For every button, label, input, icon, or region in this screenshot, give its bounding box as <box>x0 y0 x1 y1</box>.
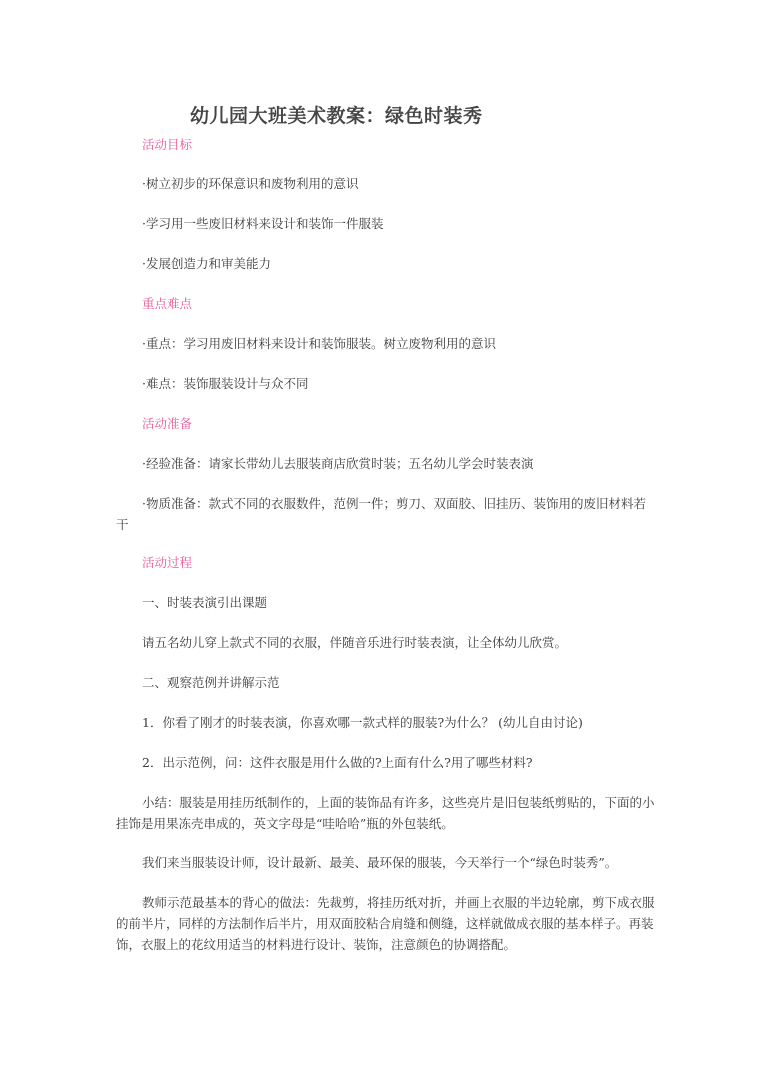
key-point-item: ·重点：学习用废旧材料来设计和装饰服装。树立废物利用的意识 <box>142 336 496 351</box>
process-paragraph: 一、时装表演引出课题 <box>142 595 268 610</box>
process-paragraph: 教师示范最基本的背心的做法：先裁剪，将挂历纸对折，并画上衣服的半边轮廓，剪下成衣服的前半片，同样的方法制作后半片，用双面胶粘合肩缝和侧缝，这样就做成衣服的基本样子。再装饰，衣服上的花纹用适当的材料进行设计、装饰，注意颜色的协调搭配。 <box>116 895 655 952</box>
key-point-item: ·难点：装饰服装设计与众不同 <box>142 376 309 391</box>
process-paragraph: 我们来当服装设计师，设计最新、最美、最环保的服装，今天举行一个“绿色时装秀”。 <box>142 855 618 870</box>
key-points-heading: 重点难点 <box>142 296 193 311</box>
process-paragraph: 1．你看了刚才的时装表演，你喜欢哪一款式样的服装?为什么？ (幼儿自由讨论) <box>142 715 583 730</box>
goal-item: ·发展创造力和审美能力 <box>142 256 271 271</box>
document-title: 幼儿园大班美术教案：绿色时装秀 <box>190 105 483 127</box>
process-paragraph: 2．出示范例，问：这件衣服是用什么做的?上面有什么?用了哪些材料? <box>142 755 533 770</box>
preparation-item: ·经验准备：请家长带幼儿去服装商店欣赏时装；五名幼儿学会时装表演 <box>142 456 534 471</box>
goal-item: ·树立初步的环保意识和废物利用的意识 <box>142 176 359 191</box>
process-paragraph: 小结：服装是用挂历纸制作的，上面的装饰品有许多，这些亮片是旧包装纸剪贴的，下面的小挂饰是用果冻壳串成的，英文字母是“哇哈哈”瓶的外包装纸。 <box>116 795 655 831</box>
preparation-item: ·物质准备：款式不同的衣服数件，范例一件；剪刀、双面胶、旧挂历、装饰用的废旧材料若干 <box>116 496 646 532</box>
process-paragraph: 请五名幼儿穿上款式不同的衣服，伴随音乐进行时装表演，让全体幼儿欣赏。 <box>142 635 568 650</box>
goal-item: ·学习用一些废旧材料来设计和装饰一件服装 <box>142 216 384 231</box>
process-heading: 活动过程 <box>142 555 193 570</box>
goals-heading: 活动目标 <box>142 137 193 152</box>
process-paragraph: 二、观察范例并讲解示范 <box>142 675 280 690</box>
preparation-heading: 活动准备 <box>142 416 193 431</box>
